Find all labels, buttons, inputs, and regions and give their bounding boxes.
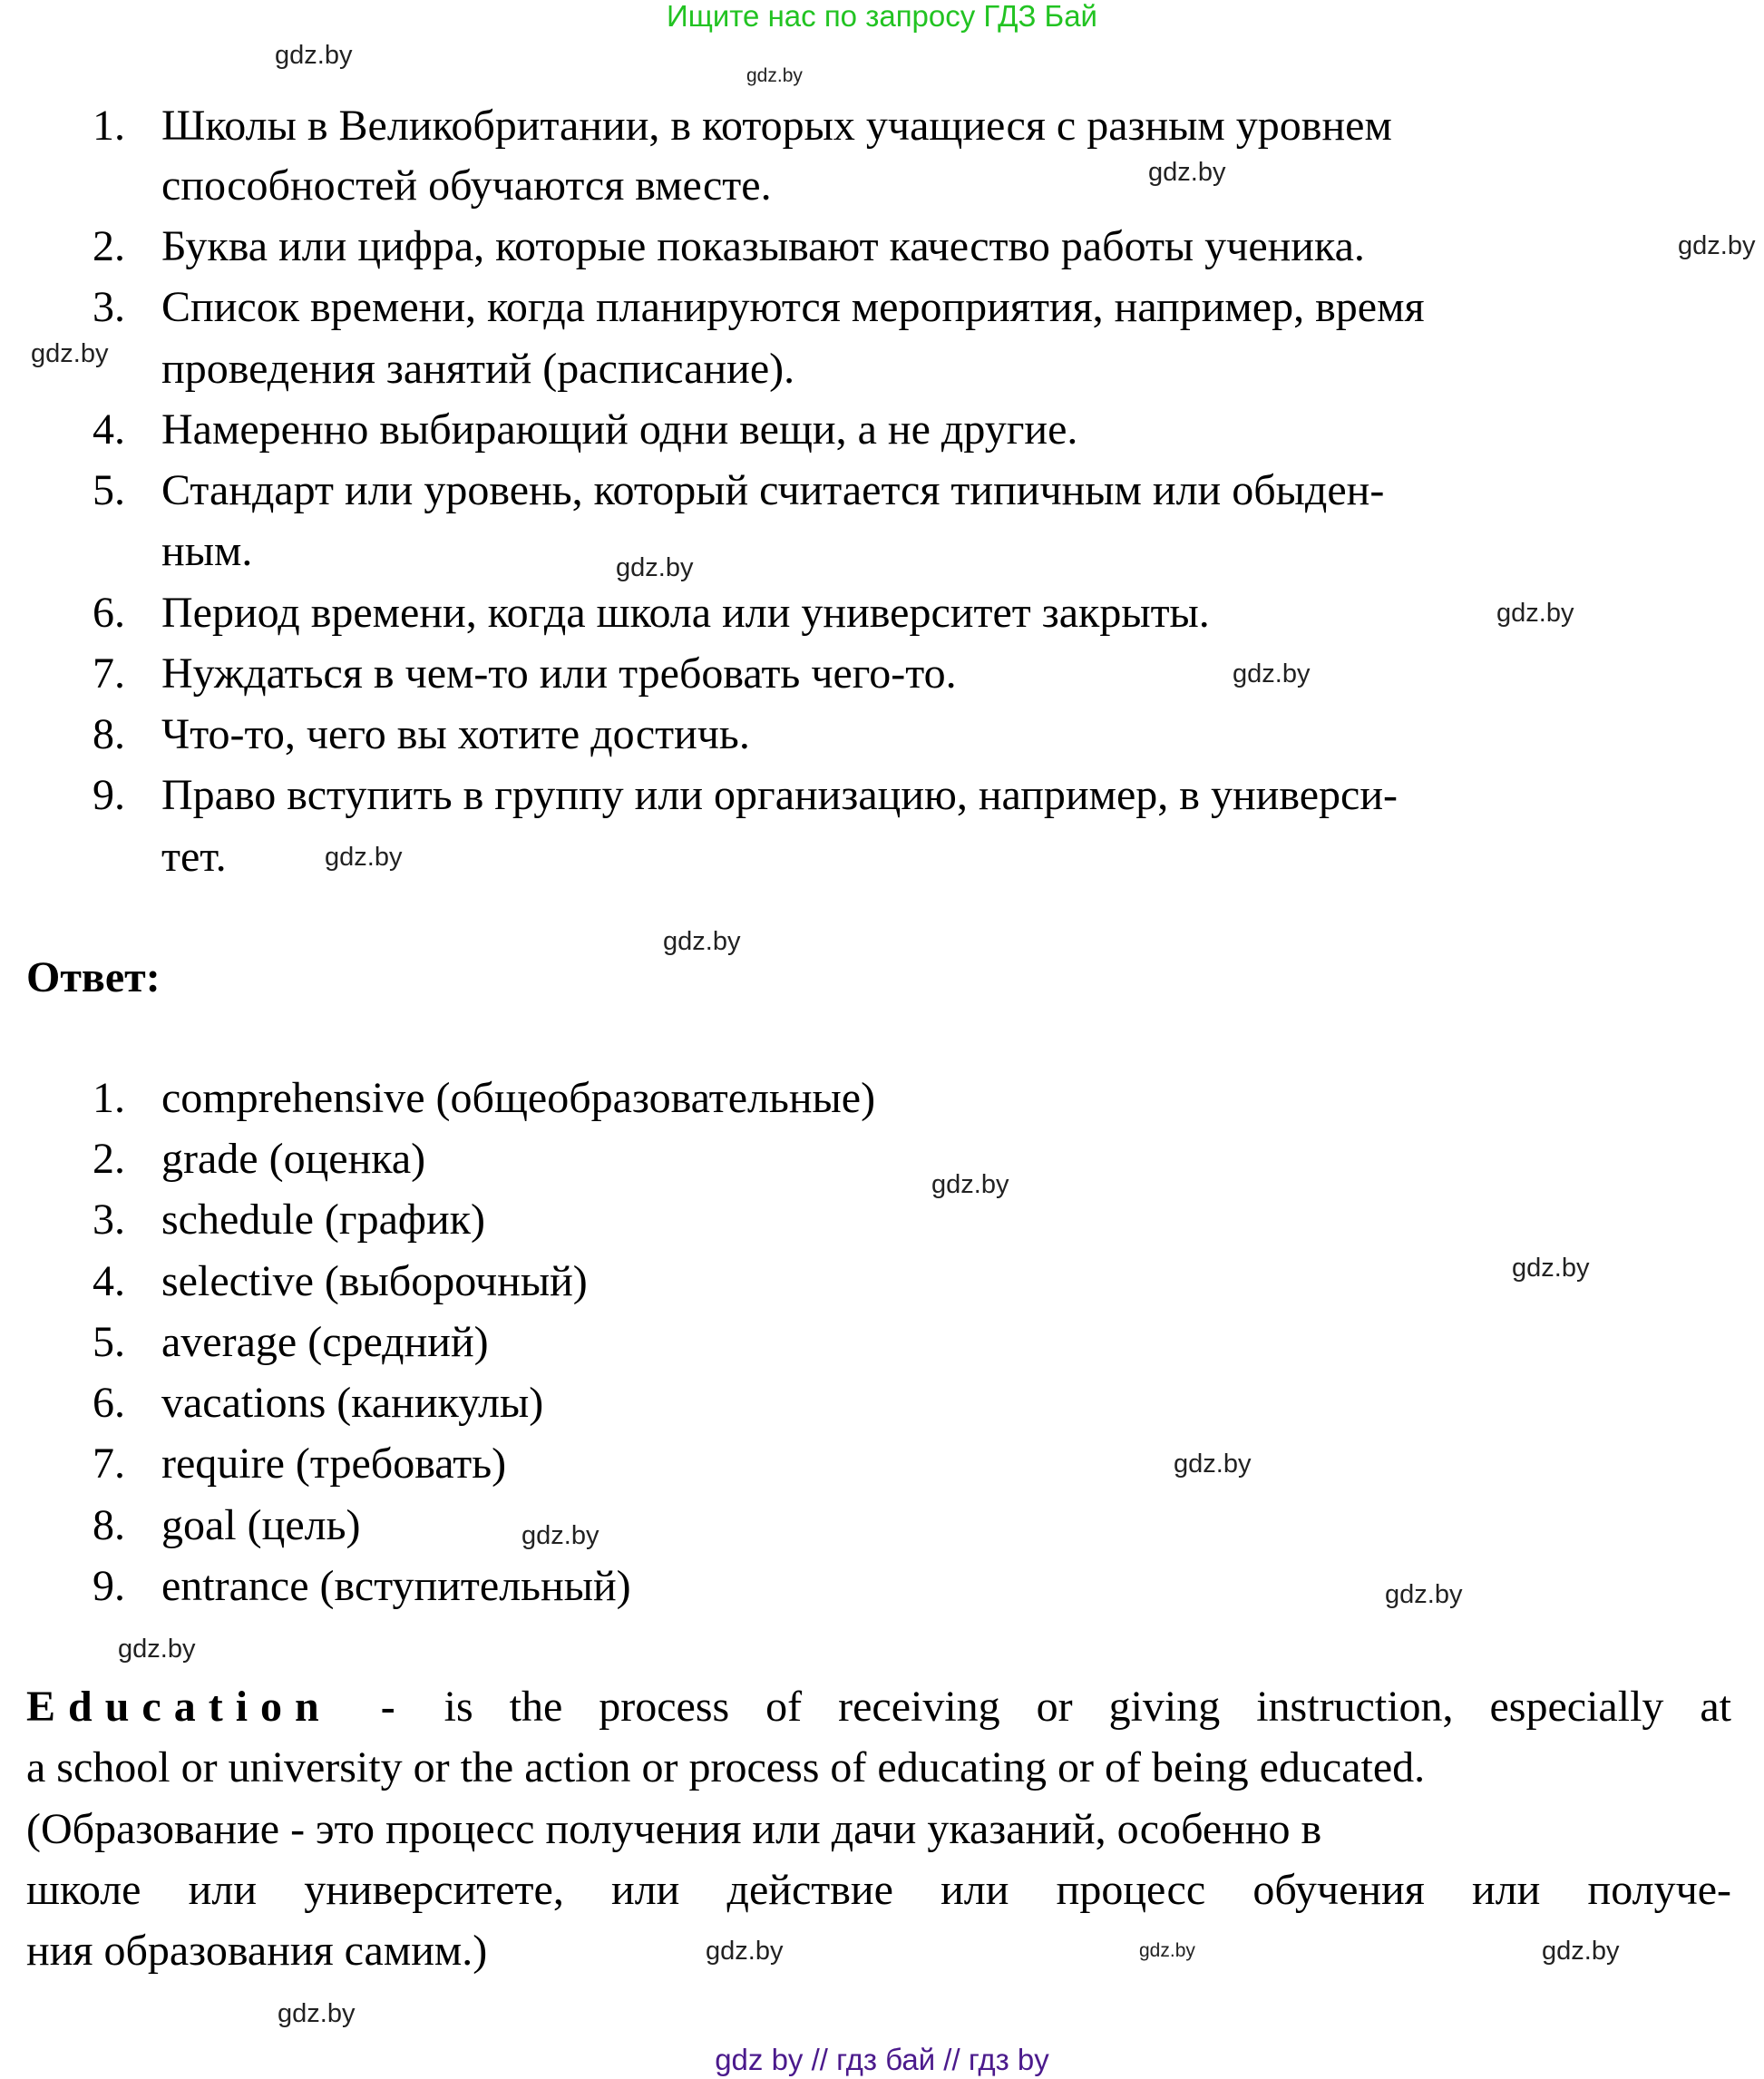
definition-line: a school or university or the action or process of educating or of being educated. <box>26 1743 1426 1791</box>
definition-line <box>26 1682 1731 1732</box>
question-text: Школы в Великобритании, в которых учащиеся с разным уровнем <box>161 102 1392 150</box>
answer-text: selective (выборочный) <box>161 1257 588 1305</box>
watermark: gdz.by <box>663 927 741 956</box>
answer-text: vacations (каникулы) <box>161 1379 544 1427</box>
answer-heading: Ответ: <box>26 953 161 1001</box>
definition-text: is the process of receiving or giving instruction, especially at <box>443 1683 1732 1731</box>
question-text: Период времени, когда школа или университет закрыты. <box>161 589 1210 637</box>
footer-links[interactable]: gdz by // гдз бай // гдз by <box>715 2043 1049 2076</box>
definition-term: Education - <box>26 1683 408 1731</box>
question-number: 9. <box>93 771 125 819</box>
question-text: проведения занятий (расписание). <box>161 345 795 393</box>
watermark: gdz.by <box>31 339 109 368</box>
watermark: gdz.by <box>1678 231 1756 260</box>
question-text: Нуждаться в чем-то или требовать чего-то. <box>161 649 957 698</box>
answer-text: require (требовать) <box>161 1440 507 1488</box>
answer-text: entrance (вступительный) <box>161 1562 631 1610</box>
answer-number: 2. <box>93 1135 125 1183</box>
watermark: gdz.by <box>746 65 803 86</box>
definition-line: ния образования самим.) <box>26 1927 488 1975</box>
question-text: Намеренно выбирающий одни вещи, а не другие. <box>161 405 1078 454</box>
answer-number: 9. <box>93 1562 125 1610</box>
watermark: gdz.by <box>278 1999 356 2028</box>
question-text: тет. <box>161 833 227 881</box>
watermark: gdz.by <box>521 1521 599 1550</box>
definition-line: (Образование - это процесс получения или дачи указаний, особенно в <box>26 1805 1322 1853</box>
watermark: gdz.by <box>931 1170 1009 1199</box>
answer-text: average (средний) <box>161 1318 489 1366</box>
answer-text: schedule (график) <box>161 1196 485 1244</box>
question-number: 3. <box>93 283 125 331</box>
question-number: 7. <box>93 649 125 698</box>
watermark: gdz.by <box>1512 1254 1590 1283</box>
watermark: gdz.by <box>275 41 353 70</box>
answer-number: 8. <box>93 1501 125 1549</box>
answer-text: comprehensive (общеобразовательные) <box>161 1074 876 1122</box>
question-number: 1. <box>93 102 125 150</box>
answer-number: 4. <box>93 1257 125 1305</box>
watermark: gdz.by <box>1233 659 1311 688</box>
watermark: gdz.by <box>118 1635 196 1664</box>
question-text: Буква или цифра, которые показывают качество работы ученика. <box>161 222 1365 270</box>
answer-number: 3. <box>93 1196 125 1244</box>
question-text: Стандарт или уровень, который считается типичным или обыден- <box>161 466 1385 514</box>
answer-text: goal (цель) <box>161 1501 361 1549</box>
question-text: Что-то, чего вы хотите достичь. <box>161 710 750 758</box>
question-number: 5. <box>93 466 125 514</box>
watermark: gdz.by <box>1148 158 1226 187</box>
question-text: ным. <box>161 527 253 575</box>
watermark: gdz.by <box>1496 599 1574 628</box>
search-banner[interactable]: Ищите нас по запросу ГДЗ Бай <box>667 0 1097 33</box>
watermark: gdz.by <box>616 553 694 582</box>
question-number: 4. <box>93 405 125 454</box>
definition-line: школе или университете, или действие или процесс обучения или получе- <box>26 1866 1731 1914</box>
answer-text: grade (оценка) <box>161 1135 426 1183</box>
answer-number: 1. <box>93 1074 125 1122</box>
watermark: gdz.by <box>1542 1937 1620 1966</box>
watermark: gdz.by <box>1385 1580 1463 1609</box>
question-text: способностей обучаются вместе. <box>161 161 772 210</box>
watermark: gdz.by <box>1174 1449 1252 1479</box>
answer-number: 7. <box>93 1440 125 1488</box>
watermark: gdz.by <box>706 1937 784 1966</box>
question-text: Право вступить в группу или организацию, например, в универси- <box>161 771 1398 819</box>
question-number: 6. <box>93 589 125 637</box>
answer-number: 5. <box>93 1318 125 1366</box>
question-number: 2. <box>93 222 125 270</box>
answer-number: 6. <box>93 1379 125 1427</box>
watermark: gdz.by <box>325 843 403 872</box>
watermark: gdz.by <box>1139 1940 1195 1961</box>
question-number: 8. <box>93 710 125 758</box>
question-text: Список времени, когда планируются мероприятия, например, время <box>161 283 1425 331</box>
